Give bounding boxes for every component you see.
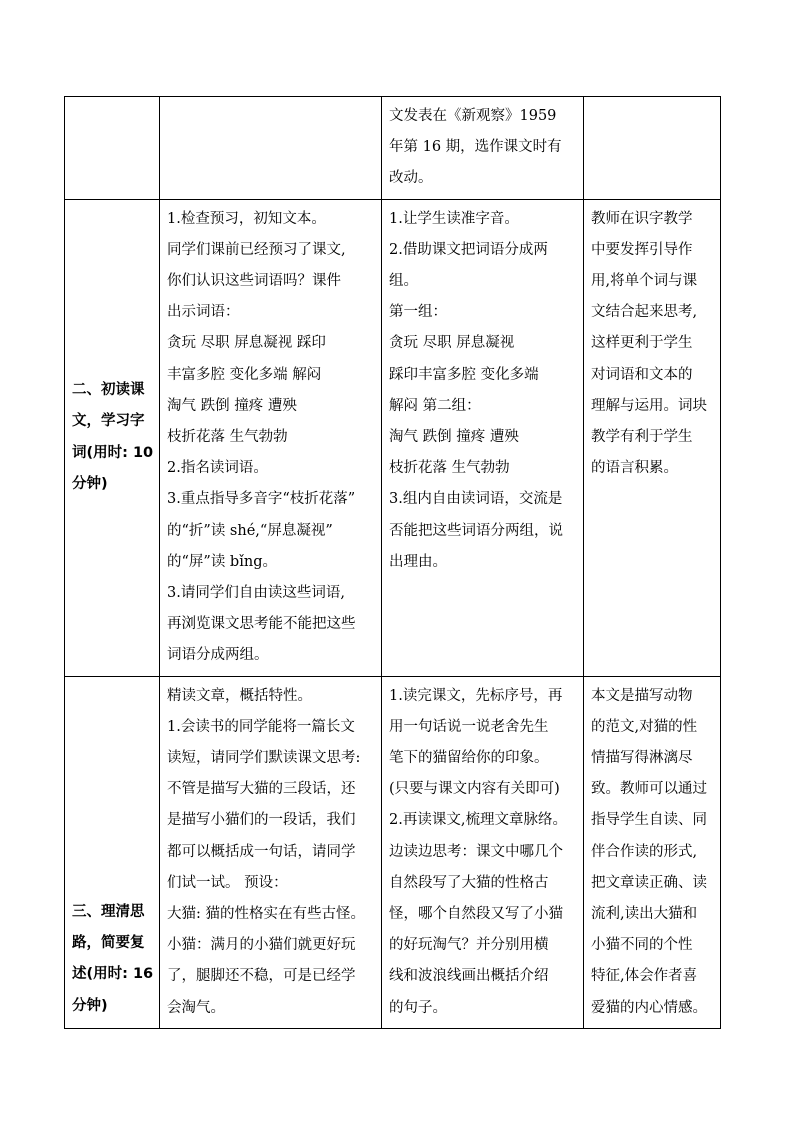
cell-line: 大猫: 猫的性格实在有些古怪。 — [167, 906, 365, 923]
cell-line: 丰富多腔 变化多端 解闷 — [167, 366, 322, 383]
cell-line: 用一句话说一说老舍先生 — [389, 718, 549, 735]
design-notes-cell — [584, 97, 721, 200]
cell-line: 枝折花落 生气勃勃 — [389, 460, 510, 477]
cell-line: 教学有利于学生 — [591, 429, 693, 446]
cell-line: 中要发挥引导作 — [591, 241, 693, 258]
student-activity-cell — [382, 97, 584, 200]
cell-line: 教师在识字教学 — [591, 210, 693, 227]
cell-line: 的句子。 — [389, 999, 447, 1016]
cell-line: 小猫：满月的小猫们就更好玩 — [167, 937, 356, 954]
cell-line: 踩印丰富多腔 变化多端 — [389, 366, 539, 383]
cell-line: 2.再读课文,梳理文章脉络。 — [389, 812, 567, 829]
cell-line: 本文是描写动物 — [591, 687, 693, 704]
cell-line: 伴合作读的形式, — [591, 843, 698, 860]
student-activity-cell — [382, 676, 584, 1028]
cell-line: 用,将单个词与课 — [591, 273, 698, 290]
cell-line: 理解与运用。词块 — [591, 397, 707, 414]
cell-line: 们试一试。 预设： — [167, 874, 288, 891]
cell-line: 指导学生自读、同 — [591, 812, 707, 829]
student-activity-cell — [382, 199, 584, 676]
cell-line: 贪玩 尽职 屏息凝视 踩印 — [167, 335, 326, 352]
cell-line: 的好玩淘气？并分别用横 — [389, 937, 549, 954]
cell-line: 出理由。 — [389, 553, 447, 570]
cell-line: 同学们课前已经预习了课文, — [167, 241, 346, 258]
cell-line: 的“折”读 shé,“屏息凝视” — [167, 522, 333, 539]
cell-line: 解闷 第二组： — [389, 397, 481, 414]
cell-line: 这样更利于学生 — [591, 335, 693, 352]
cell-line: 线和波浪线画出概括介绍 — [389, 968, 549, 985]
cell-line: 不管是描写大猫的三段话，还 — [167, 781, 356, 798]
cell-line: 分钟) — [72, 997, 108, 1014]
cell-line: 述(用时: 16 — [72, 966, 154, 983]
teacher-activity-cell — [160, 676, 382, 1028]
cell-line: 淘气 跌倒 撞疼 遭殃 — [389, 429, 519, 446]
cell-line: 枝折花落 生气勃勃 — [167, 429, 288, 446]
cell-line: 3.重点指导多音字“枝折花落” — [167, 491, 356, 508]
cell-line: 否能把这些词语分两组，说 — [389, 522, 563, 539]
teacher-activity-cell — [160, 97, 382, 200]
cell-line: 笔下的猫留给你的印象。 — [389, 750, 549, 767]
cell-line: 3.组内自由读词语，交流是 — [389, 491, 563, 508]
stage-cell — [65, 97, 160, 200]
table-row — [65, 199, 721, 676]
cell-line: 词(用时: 10 — [72, 444, 154, 461]
cell-line: 再浏览课文思考能不能把这些 — [167, 616, 356, 633]
cell-line: (只要与课文内容有关即可) — [389, 781, 560, 798]
cell-line: 年第 16 期，选作课文时有 — [389, 139, 562, 156]
cell-line: 的语言积累。 — [591, 460, 678, 477]
lesson-plan-table — [64, 96, 721, 1029]
cell-line: 出示词语： — [167, 304, 240, 321]
cell-line: 自然段写了大猫的性格古 — [389, 874, 549, 891]
cell-line: 了，腿脚还不稳，可是已经学 — [167, 968, 356, 985]
cell-line: 小猫不同的个性 — [591, 937, 693, 954]
cell-line: 文发表在《新观察》1959 — [389, 108, 557, 124]
cell-line: 2.指名读词语。 — [167, 460, 268, 477]
cell-line: 致。教师可以通过 — [591, 781, 707, 798]
cell-line: 流利,读出大猫和 — [591, 906, 698, 923]
cell-line: 三、理清思 — [72, 904, 145, 921]
cell-line: 会淘气。 — [167, 999, 225, 1016]
cell-line: 爱猫的内心情感。 — [591, 999, 707, 1016]
cell-line: 特征,体会作者喜 — [591, 968, 698, 985]
cell-line: 边读边思考：课文中哪几个 — [389, 843, 563, 860]
cell-line: 3.请同学们自由读这些词语, — [167, 585, 345, 602]
cell-line: 1.读完课文，先标序号，再 — [389, 687, 563, 704]
cell-line: 组。 — [389, 273, 418, 290]
cell-line: 的“屏”读 bǐng。 — [167, 553, 277, 570]
teacher-activity-cell — [160, 199, 382, 676]
cell-line: 1.让学生读准字音。 — [389, 210, 519, 227]
cell-line: 把文章读正确、读 — [591, 874, 707, 891]
cell-line: 文，学习字 — [72, 413, 145, 430]
cell-line: 的范文,对猫的性 — [591, 718, 698, 735]
cell-line: 是描写小猫们的一段话，我们 — [167, 812, 356, 829]
cell-line: 词语分成两组。 — [167, 647, 269, 664]
cell-line: 分钟) — [72, 475, 108, 492]
table-row — [65, 97, 721, 200]
cell-line: 改动。 — [389, 170, 433, 187]
cell-line: 1.会读书的同学能将一篇长文 — [167, 718, 355, 735]
cell-line: 情描写得淋漓尽 — [591, 750, 693, 767]
cell-line: 第一组： — [389, 304, 447, 321]
cell-line: 你们认识这些词语吗？课件 — [167, 273, 341, 290]
cell-line: 读短，请同学们默读课文思考: — [167, 750, 361, 767]
cell-line: 对词语和文本的 — [591, 366, 693, 383]
design-notes-cell — [584, 199, 721, 676]
cell-line: 怪，哪个自然段又写了小猫 — [389, 906, 563, 923]
stage-cell — [65, 676, 160, 1028]
design-notes-cell — [584, 676, 721, 1028]
cell-line: 贪玩 尽职 屏息凝视 — [389, 335, 515, 352]
cell-line: 文结合起来思考, — [591, 304, 698, 321]
table-body — [65, 97, 721, 1029]
cell-line: 二、初读课 — [72, 382, 145, 399]
cell-line: 淘气 跌倒 撞疼 遭殃 — [167, 397, 297, 414]
cell-line: 1.检查预习，初知文本。 — [167, 210, 326, 227]
table-row — [65, 676, 721, 1028]
cell-line: 路，简要复 — [72, 935, 145, 952]
cell-line: 精读文章，概括特性。 — [167, 687, 312, 704]
cell-line: 都可以概括成一句话，请同学 — [167, 843, 356, 860]
cell-line: 2.借助课文把词语分成两 — [389, 241, 548, 258]
stage-cell — [65, 199, 160, 676]
